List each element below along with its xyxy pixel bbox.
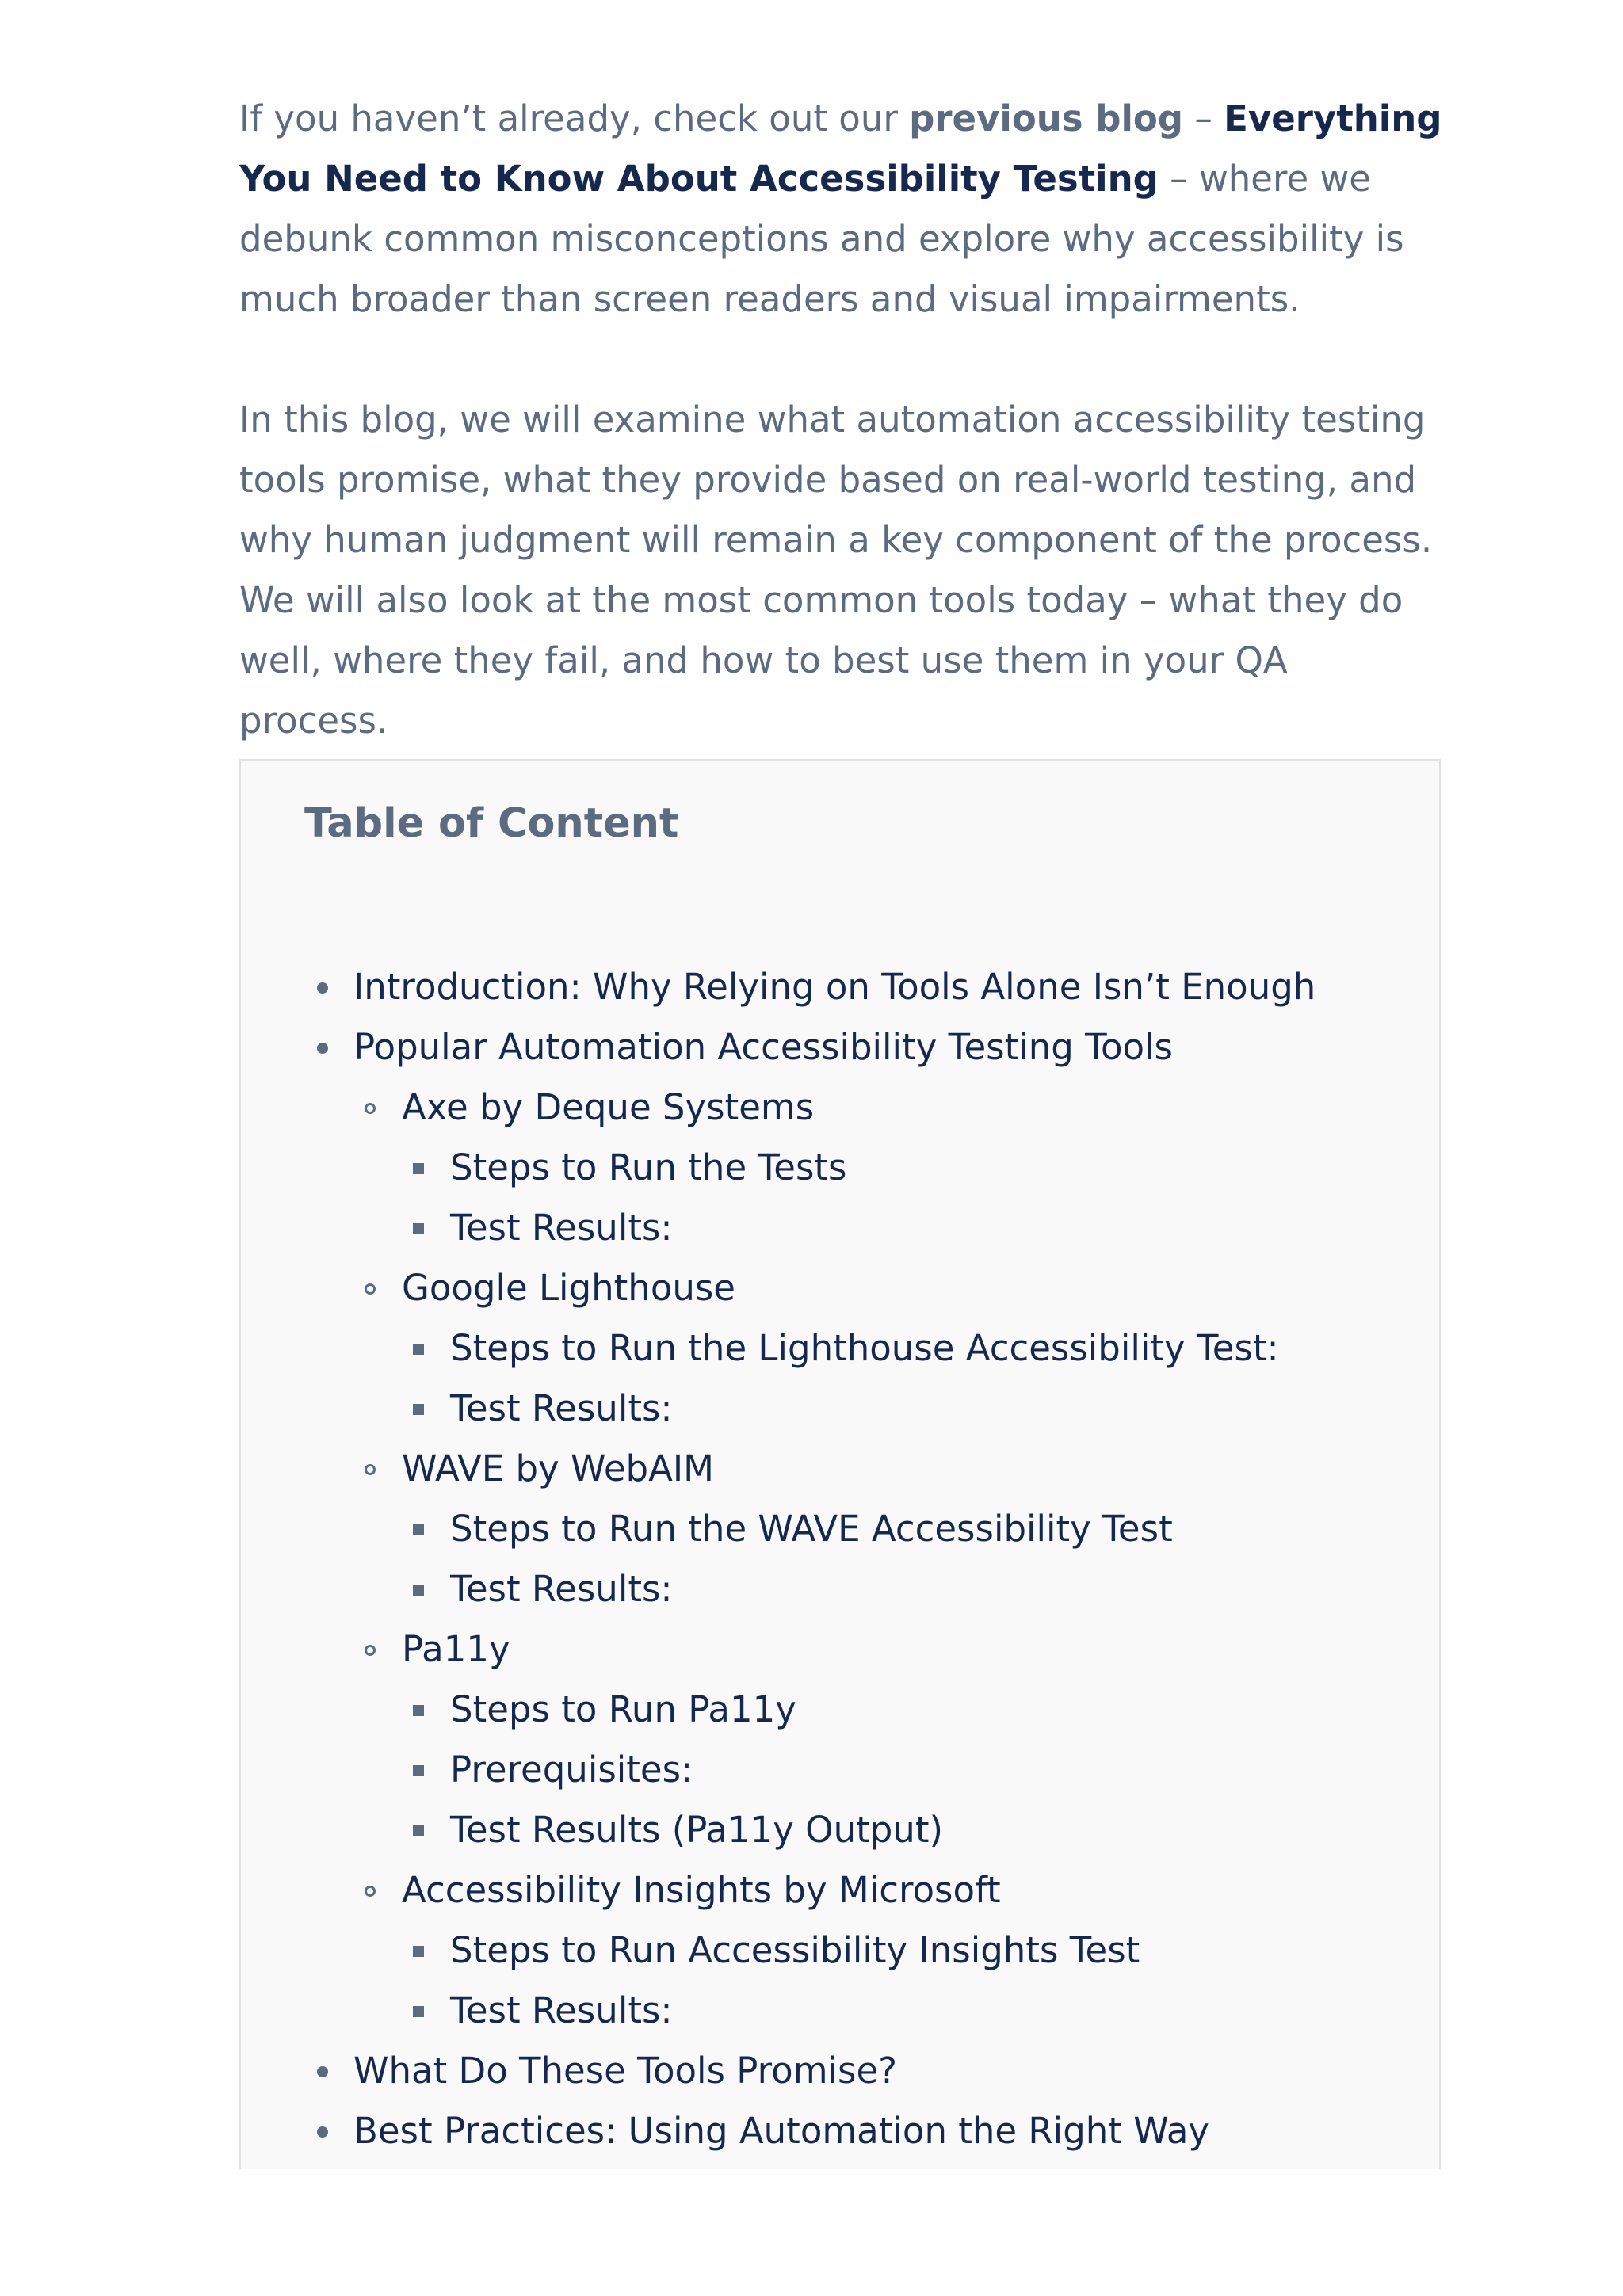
- previous-blog-text: previous blog: [909, 97, 1184, 139]
- toc-item[interactable]: [241, 1860, 1439, 1920]
- square-bullet-icon: [413, 1344, 424, 1355]
- disc-bullet-icon: [317, 1043, 328, 1054]
- circle-bullet-icon: [365, 1283, 376, 1295]
- toc-item[interactable]: [241, 1017, 1439, 1077]
- circle-bullet-icon: [365, 1103, 376, 1114]
- toc-item-link[interactable]: Steps to Run the WAVE Accessibility Test: [450, 1508, 1173, 1550]
- toc-item[interactable]: [241, 1619, 1439, 1680]
- toc-item[interactable]: [241, 1439, 1439, 1499]
- square-bullet-icon: [413, 1223, 424, 1234]
- toc-item-link[interactable]: Steps to Run Accessibility Insights Test: [450, 1929, 1140, 1971]
- toc-item-link[interactable]: Steps to Run the Lighthouse Accessibility Test:: [450, 1327, 1279, 1369]
- toc-item[interactable]: [241, 1198, 1439, 1258]
- disc-bullet-icon: [317, 982, 328, 994]
- square-bullet-icon: [413, 1585, 424, 1596]
- toc-item-link[interactable]: Best Practices: Using Automation the Right Way: [353, 2110, 1210, 2152]
- intro-paragraph-2: In this blog, we will examine what automation accessibility testing tools promise, what they provide based on real-world testing, and why human judgment will remain a key component of the process. We will also look at the most common tools today – what they do well, where they fail, and how to best use them in your QA process.: [239, 399, 1433, 742]
- toc-item[interactable]: [241, 2101, 1439, 2161]
- toc-item[interactable]: [241, 2041, 1439, 2101]
- square-bullet-icon: [413, 1765, 424, 1776]
- toc-item[interactable]: [241, 1559, 1439, 1619]
- toc-item[interactable]: [241, 1379, 1439, 1439]
- square-bullet-icon: [413, 1705, 424, 1716]
- toc-item-link[interactable]: Test Results:: [450, 1989, 673, 2031]
- toc-item-link[interactable]: Test Results:: [450, 1568, 673, 1610]
- toc-item[interactable]: [241, 1077, 1439, 1138]
- circle-bullet-icon: [365, 1886, 376, 1897]
- toc-item-link[interactable]: Prerequisites:: [450, 1749, 693, 1791]
- toc-item[interactable]: [241, 1138, 1439, 1198]
- circle-bullet-icon: [365, 1645, 376, 1656]
- table-of-content: [239, 759, 1441, 2169]
- intro-tail-text: – where we debunk common misconceptions and explore why accessibility is much broader than screen readers and visual impairments.: [239, 158, 1404, 320]
- intro-paragraph-1: [239, 89, 1444, 330]
- square-bullet-icon: [413, 1404, 424, 1415]
- circle-bullet-icon: [365, 1464, 376, 1475]
- toc-item-link[interactable]: Axe by Deque Systems: [402, 1086, 815, 1128]
- toc-item-link[interactable]: Google Lighthouse: [402, 1267, 735, 1309]
- toc-item[interactable]: [241, 1680, 1439, 1740]
- toc-item[interactable]: [241, 1981, 1439, 2041]
- toc-item[interactable]: [241, 1920, 1439, 1981]
- square-bullet-icon: [413, 1524, 424, 1535]
- toc-item[interactable]: [241, 1740, 1439, 1800]
- toc-title: Table of Content: [304, 800, 679, 847]
- toc-item-link[interactable]: Accessibility Insights by Microsoft: [402, 1869, 1001, 1911]
- toc-item[interactable]: [241, 957, 1439, 1017]
- toc-item-link[interactable]: Test Results (Pa11y Output): [450, 1809, 944, 1851]
- toc-item-link[interactable]: What Do These Tools Promise?: [353, 2050, 898, 2092]
- toc-item-link[interactable]: WAVE by WebAIM: [402, 1447, 714, 1489]
- toc-item-link[interactable]: Introduction: Why Relying on Tools Alone Isn’t Enough: [353, 966, 1316, 1008]
- disc-bullet-icon: [317, 2126, 328, 2138]
- previous-blog-link[interactable]: Everything You Need to Know About Accessibility Testing: [239, 97, 1442, 200]
- toc-item[interactable]: [241, 1800, 1439, 1860]
- intro-dash-text: –: [1183, 97, 1224, 139]
- disc-bullet-icon: [317, 2066, 328, 2077]
- square-bullet-icon: [413, 2006, 424, 2017]
- article-intro: [239, 89, 1444, 751]
- intro-lead-text: If you haven’t already, check out our: [239, 97, 910, 139]
- toc-item-link[interactable]: Test Results:: [450, 1387, 673, 1429]
- toc-item[interactable]: [241, 1499, 1439, 1559]
- toc-item-link[interactable]: Steps to Run Pa11y: [450, 1688, 796, 1730]
- toc-item[interactable]: [241, 1258, 1439, 1318]
- toc-item-link[interactable]: Test Results:: [450, 1207, 673, 1249]
- square-bullet-icon: [413, 1825, 424, 1836]
- square-bullet-icon: [413, 1946, 424, 1957]
- toc-item-link[interactable]: Popular Automation Accessibility Testing Tools: [353, 1026, 1173, 1068]
- square-bullet-icon: [413, 1163, 424, 1174]
- toc-item-link[interactable]: Pa11y: [402, 1628, 510, 1670]
- toc-item[interactable]: [241, 1318, 1439, 1379]
- toc-item-link[interactable]: Steps to Run the Tests: [450, 1146, 847, 1188]
- toc-list: [241, 957, 1439, 2161]
